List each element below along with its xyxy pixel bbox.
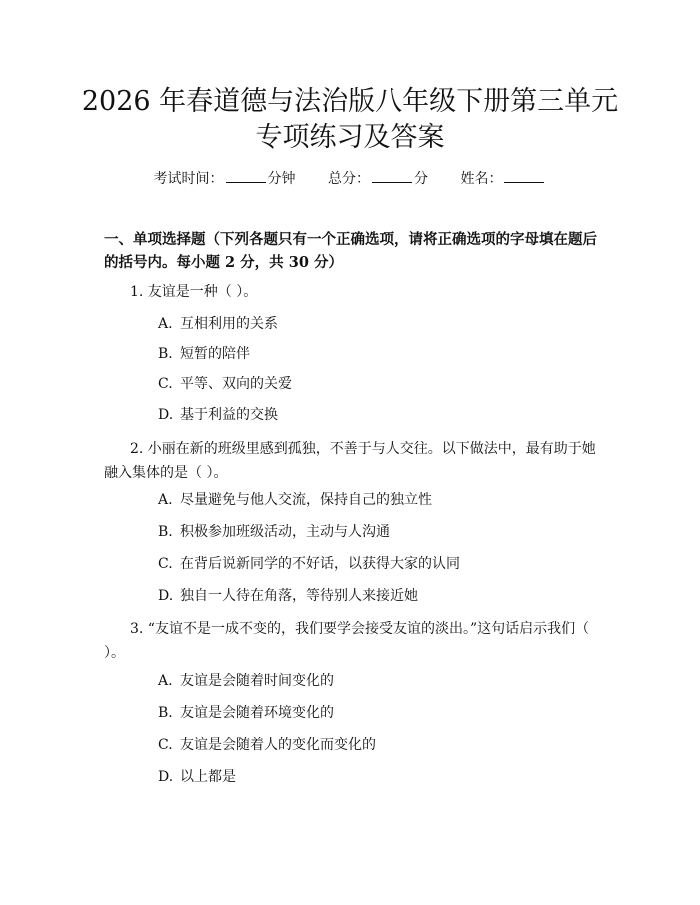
option-letter: C. <box>158 376 173 392</box>
answer-option <box>158 314 278 334</box>
answer-option <box>158 671 334 691</box>
option-text: 短暂的陪伴 <box>180 346 250 362</box>
option-letter: D. <box>158 769 174 785</box>
option-text: 以上都是 <box>180 769 236 785</box>
option-letter: B. <box>158 346 173 362</box>
option-text: 独自一人待在角落，等待别人来接近她 <box>180 588 418 604</box>
answer-option <box>158 405 278 425</box>
answer-option <box>158 522 390 542</box>
option-text: 尽量避免与他人交流，保持自己的独立性 <box>180 492 432 508</box>
option-text: 友谊是会随着人的变化而变化的 <box>180 737 376 753</box>
option-text: 积极参加班级活动，主动与人沟通 <box>180 524 390 540</box>
option-text: 平等、双向的关爱 <box>180 376 292 392</box>
document-title-line-1: 2026 年春道德与法治版八年级下册第三单元 <box>81 86 619 117</box>
exam-time-blank <box>226 168 266 183</box>
answer-option <box>158 735 376 755</box>
document-title-line-2: 专项练习及答案 <box>255 122 445 153</box>
exam-meta <box>0 168 700 189</box>
answer-option <box>158 344 250 364</box>
option-letter: A. <box>158 492 173 508</box>
answer-option <box>158 554 460 574</box>
exam-time-field <box>154 168 296 189</box>
question-stem: 2. 小丽在新的班级里感到孤独，不善于与人交往。以下做法中，最有助于她融入集体的是（ ）。 <box>104 441 596 481</box>
option-text: 友谊是会随着环境变化的 <box>180 705 334 721</box>
total-score-field <box>328 168 428 189</box>
student-name-label: 姓名： <box>460 171 503 187</box>
section-heading: 一、单项选择题（下列各题只有一个正确选项，请将正确选项的字母填在题后的括号内。每小题 2 分，共 30 分） <box>104 231 597 271</box>
option-letter: D. <box>158 588 174 604</box>
option-letter: B. <box>158 524 173 540</box>
option-letter: B. <box>158 705 173 721</box>
option-letter: C. <box>158 737 173 753</box>
option-letter: C. <box>158 556 173 572</box>
exam-time-label: 考试时间： <box>153 171 224 187</box>
option-text: 互相利用的关系 <box>180 316 278 332</box>
option-letter: A. <box>158 673 173 689</box>
answer-option <box>158 586 418 606</box>
option-text: 基于利益的交换 <box>180 407 278 423</box>
student-name-blank <box>504 168 544 183</box>
option-text: 友谊是会随着时间变化的 <box>180 673 334 689</box>
question-stem: 3. “友谊不是一成不变的，我们要学会接受友谊的淡出。”这句话启示我们（ ）。 <box>104 621 590 661</box>
student-name-field <box>460 168 546 189</box>
answer-option <box>158 490 432 510</box>
answer-option <box>158 767 236 787</box>
option-text: 在背后说新同学的不好话，以获得大家的认同 <box>180 556 460 572</box>
answer-option <box>158 703 334 723</box>
answer-option <box>158 374 292 394</box>
total-score-unit: 分 <box>414 171 428 187</box>
option-letter: D. <box>158 407 174 423</box>
exam-time-unit: 分钟 <box>267 171 296 187</box>
option-letter: A. <box>158 316 173 332</box>
total-score-blank <box>372 168 412 183</box>
question-stem: 1. 友谊是一种（ ）。 <box>130 284 258 300</box>
total-score-label: 总分： <box>328 171 370 187</box>
